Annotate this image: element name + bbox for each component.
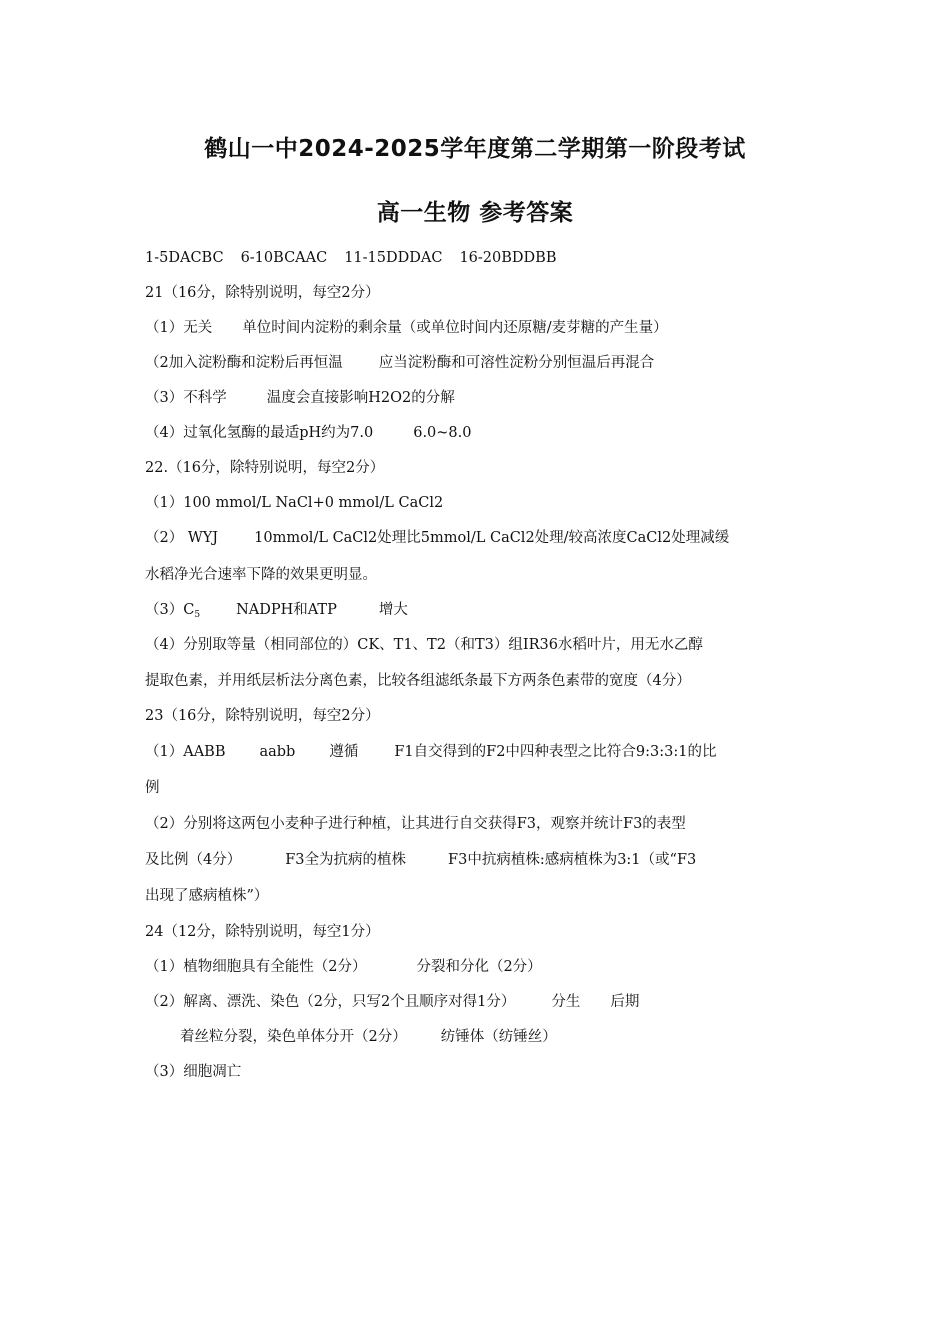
q22-a2-label: （2） WYJ: [145, 530, 219, 546]
q21-a3-text: 温度会直接影响H2O2的分解: [266, 390, 455, 406]
q23-answer-2-line2: [145, 850, 696, 870]
q23-a2-c: F3全为抗病的植株: [285, 852, 407, 868]
q23-answer-1-cont: 例: [145, 780, 160, 796]
q23-a2-b: 及比例（4分）: [145, 852, 242, 868]
q23-answer-1: [145, 742, 716, 762]
q21-a2-text: 应当淀粉酶和可溶性淀粉分别恒温后再混合: [378, 355, 655, 371]
q24-heading: 24（12分，除特别说明，每空1分）: [145, 924, 380, 940]
q23-a1-c: 遵循: [329, 744, 359, 760]
q23-a1-label: （1）AABB: [145, 744, 226, 760]
q22-heading: 22.（16分，除特别说明，每空2分）: [145, 460, 385, 476]
q24-a2-c: 后期: [610, 994, 640, 1010]
q22-answer-3: [145, 600, 408, 625]
q24-answer-2-cont: [180, 1027, 557, 1047]
q23-a1-b: aabb: [259, 744, 296, 760]
q21-a3-label: （3）不科学: [145, 390, 227, 406]
q24-a1-label: （1）植物细胞具有全能性（2分）: [145, 959, 367, 975]
mc-group-3: 11-15DDDAC: [344, 250, 443, 266]
q24-answer-2: [145, 992, 639, 1012]
q22-answer-4-line2: 提取色素，并用纸层析法分离色素，比较各组滤纸条最下方两条色素带的宽度（4分）: [145, 673, 691, 689]
q23-answer-2-cont: 出现了感病植株”）: [145, 888, 269, 904]
q23-heading: 23（16分，除特别说明，每空2分）: [145, 708, 380, 724]
q23-a1-d: F1自交得到的F2中四种表型之比符合9:3:3:1的比: [394, 744, 717, 760]
exam-title: 鹤山一中2024-2025学年度第二学期第一阶段考试: [204, 136, 746, 162]
q21-answer-2: [145, 353, 654, 373]
q22-answer-1: （1）100 mmol/L NaCl+0 mmol/L CaCl2: [145, 495, 444, 511]
q23-answer-2-line1: （2）分别将这两包小麦种子进行种植，让其进行自交获得F3，观察并统计F3的表型: [145, 816, 686, 832]
q21-a2-label: （2加入淀粉酶和淀粉后再恒温: [145, 355, 343, 371]
q21-answer-4: [145, 423, 472, 443]
q21-answer-1: [145, 318, 668, 338]
q24-a2-d: 纺锤体（纺锤丝）: [440, 1029, 557, 1045]
q21-answer-3: [145, 388, 455, 408]
mc-answers: [145, 248, 556, 268]
mc-group-1: 1-5DACBC: [145, 250, 224, 266]
q21-a4-label: （4）过氧化氢酶的最适pH约为7.0: [145, 425, 374, 441]
q22-a3-end: 增大: [378, 602, 408, 618]
q21-a1-label: （1）无关: [145, 320, 213, 336]
q22-answer-4-line1: （4）分别取等量（相同部位的）CK、T1、T2（和T3）组IR36水稻叶片，用无水乙醇: [145, 637, 703, 653]
exam-subtitle: 高一生物 参考答案: [376, 200, 574, 226]
q21-a4-text: 6.0~8.0: [413, 425, 472, 441]
q24-answer-3: （3）细胞凋亡: [145, 1064, 242, 1080]
q22-a3-mid: NADPH和ATP: [236, 602, 337, 618]
q23-a2-d: F3中抗病植株:感病植株为3:1（或“F3: [448, 852, 697, 868]
q21-a1-text: 单位时间内淀粉的剩余量（或单位时间内还原糖/麦芽糖的产生量）: [242, 320, 668, 336]
q22-a3-subscript: 5: [194, 610, 201, 620]
q24-a2-b: 分生: [551, 994, 581, 1010]
q24-answer-1: [145, 957, 542, 977]
q24-a2-cont-text: 着丝粒分裂，染色单体分开（2分）: [180, 1029, 407, 1045]
q22-a2-text: 10mmol/L CaCl2处理比5mmol/L CaCl2处理/较高浓度CaCl2处理减缓: [254, 530, 730, 546]
mc-group-4: 16-20BDDBB: [459, 250, 557, 266]
q22-answer-2: [145, 528, 729, 548]
q22-answer-2-cont: 水稻净光合速率下降的效果更明显。: [145, 567, 377, 583]
q21-heading: 21（16分，除特别说明，每空2分）: [145, 285, 380, 301]
q24-a1-text: 分裂和分化（2分）: [416, 959, 542, 975]
mc-group-2: 6-10BCAAC: [240, 250, 328, 266]
q22-a3-label: （3）C: [145, 602, 195, 618]
q24-a2-label: （2）解离、漂洗、染色（2分，只写2个且顺序对得1分）: [145, 994, 516, 1010]
